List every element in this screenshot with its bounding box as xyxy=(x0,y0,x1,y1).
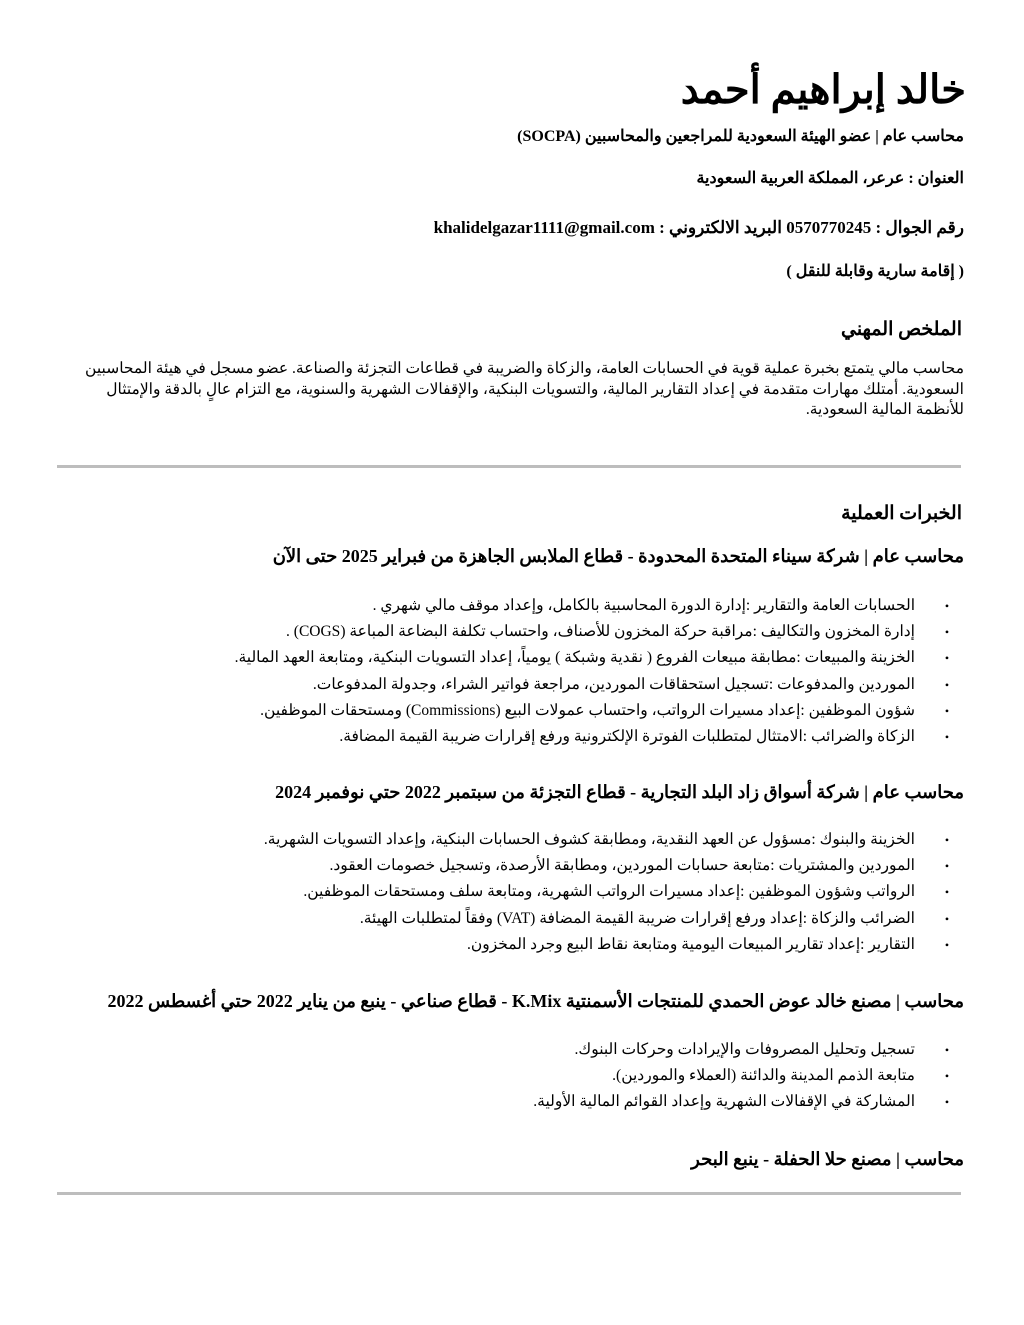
section-divider xyxy=(57,1192,961,1195)
bullet-text: متابعة الذمم المدينة والدائنة (العملاء والموردين). xyxy=(612,1067,915,1085)
bullet-text: الرواتب وشؤون الموظفين :إعداد مسيرات الرواتب الشهرية، ومتابعة سلف ومستحقات الموظفين. xyxy=(303,883,915,901)
bullet-text: الخزينة والمبيعات :مطابقة مبيعات الفروع ( نقدية وشبكة ) يومياً، إعداد التسويات البنكية، ومتابعة العهد المالية. xyxy=(234,649,915,667)
bullet-text: الحسابات العامة والتقارير :إدارة الدورة المحاسبية بالكامل، وإعداد موقف مالي شهري . xyxy=(372,597,915,614)
bullet-icon: • xyxy=(944,937,950,952)
job-title-2: محاسب عام | شركة أسواق زاد البلد التجارية - قطاع التجزئة من سبتمبر 2022 حتي نوفمبر 2024 xyxy=(275,782,964,802)
bullet-text: الزكاة والضرائب :الامتثال لمتطلبات الفوترة الإلكترونية ورفع إقرارات ضريبة القيمة المضافة. xyxy=(339,728,915,746)
bullet-icon: • xyxy=(944,677,950,692)
bullet-icon: • xyxy=(944,833,950,847)
bullet-icon: • xyxy=(944,885,950,900)
bullet-text: التقارير :إعداد تقارير المبيعات اليومية ومتابعة نقاط البيع وجرد المخزون. xyxy=(466,935,915,953)
bullet-text: الخزينة والبنوك :مسؤول عن العهد النقدية، ومطابقة كشوف الحسابات البنكية، وإعداد التسويات الشهرية. xyxy=(263,831,915,848)
bullet-text: الموردين والمدفوعات :تسجيل استحقاقات الموردين، مراجعة فواتير الشراء، وجدولة المدفوعات. xyxy=(312,675,915,693)
bullet-icon: • xyxy=(944,625,950,640)
job-3-duties xyxy=(533,1037,952,1116)
bullet-text: الضرائب والزكاة :إعداد ورفع إقرارات ضريبة القيمة المضافة (VAT) وفقاً لمتطلبات الهيئة. xyxy=(359,909,915,927)
list-item xyxy=(235,724,952,750)
list-item xyxy=(533,1089,952,1115)
job-title-1: محاسب عام | شركة سيناء المتحدة المحدودة - قطاع الملابس الجاهزة من فبراير 2025 حتى الآن xyxy=(272,546,964,566)
bullet-text: المشاركة في الإقفالات الشهرية وإعداد القوائم المالية الأولية. xyxy=(533,1093,915,1111)
bullet-icon: • xyxy=(944,1069,950,1084)
job-1-duties xyxy=(235,593,952,750)
residency-note: ( إقامة سارية وقابلة للنقل ) xyxy=(786,263,964,280)
bullet-text: الموردين والمشتريات :متابعة حسابات الموردين، ومطابقة الأرصدة، وتسجيل خصومات العقود. xyxy=(329,857,915,875)
list-item xyxy=(264,906,952,932)
summary-text: محاسب مالي يتمتع بخبرة عملية قوية في الحسابات العامة، والزكاة والضريبة في قطاعات التجزئة والصناعة. عضو مسجل في هيئة المحاسبين السعودية. أمتلك مهارات متقدمة في إعداد التقارير المالية، والتسويات البنكية، والإقفالات الشهرية والسنوية، مع التزام عالٍ بالدقة والإمتثال للأنظمة المالية السعودية. xyxy=(85,360,964,418)
list-item xyxy=(264,879,952,905)
job-2-duties xyxy=(264,827,952,958)
list-item xyxy=(235,672,952,698)
job-title-4: محاسب | مصنع حلا الحفلة - ينبع البحر xyxy=(691,1149,964,1169)
bullet-icon: • xyxy=(944,859,950,874)
contact-line: رقم الجوال : 0570770245 البريد الالكتروني : khalidelgazar1111@gmail.com xyxy=(433,218,964,237)
bullet-text: شؤون الموظفين :إعداد مسيرات الرواتب، واحتساب عمولات البيع (Commissions) ومستحقات الموظفين. xyxy=(260,701,915,719)
bullet-icon: • xyxy=(944,599,950,613)
bullet-icon: • xyxy=(944,911,950,926)
list-item xyxy=(235,619,952,645)
section-divider xyxy=(57,465,961,468)
list-item xyxy=(235,698,952,724)
job-title-3: محاسب | مصنع خالد عوض الحمدي للمنتجات الأسمنتية K.Mix - قطاع صناعي - ينبع من يناير 2022 حتي أغسطس 2022 xyxy=(107,991,964,1011)
list-item xyxy=(264,932,952,958)
list-item xyxy=(264,853,952,879)
address-line: العنوان : عرعر، المملكة العربية السعودية xyxy=(696,170,964,187)
bullet-icon: • xyxy=(944,730,950,745)
experience-heading: الخبرات العملية xyxy=(841,503,962,524)
professional-title: محاسب عام | عضو الهيئة السعودية للمراجعين والمحاسبين (SOCPA) xyxy=(517,128,964,145)
bullet-icon: • xyxy=(944,651,950,666)
list-item xyxy=(533,1037,952,1063)
bullet-text: إدارة المخزون والتكاليف :مراقبة حركة المخزون للأصناف، واحتساب تكلفة البضاعة المباعة (COGS) . xyxy=(286,623,915,641)
bullet-text: تسجيل وتحليل المصروفات والإيرادات وحركات البنوك. xyxy=(574,1041,915,1058)
summary-heading: الملخص المهني xyxy=(840,319,962,340)
list-item xyxy=(235,593,952,619)
bullet-icon: • xyxy=(944,1043,950,1057)
list-item xyxy=(533,1063,952,1089)
list-item xyxy=(264,827,952,853)
candidate-name: خالد إبراهيم أحمد xyxy=(680,67,966,112)
bullet-icon: • xyxy=(944,1095,950,1110)
bullet-icon: • xyxy=(944,703,950,718)
list-item xyxy=(235,645,952,671)
